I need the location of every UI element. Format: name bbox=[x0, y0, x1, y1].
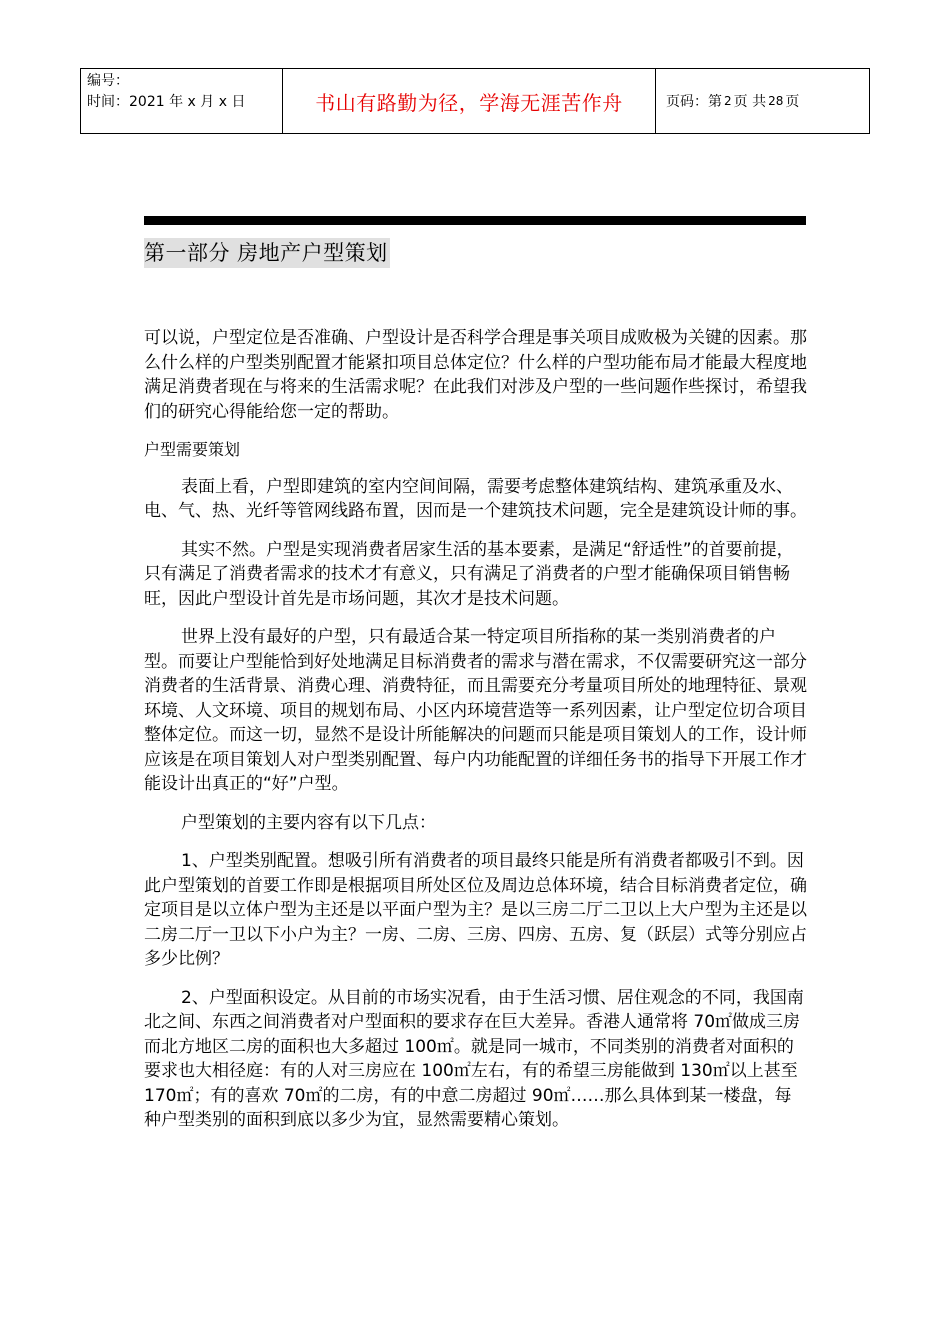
paragraph-2: 其实不然。户型是实现消费者居家生活的基本要素，是满足“舒适性”的首要前提，只有满足了消费者需求的技术才有意义，只有满足了消费者的户型才能确保项目销售畅旺，因此户型设计首先是市场问题，其次才是技术问题。 bbox=[144, 539, 794, 609]
page-middle: 页 共 bbox=[733, 94, 767, 110]
document-header bbox=[80, 68, 870, 134]
paragraph-4: 户型策划的主要内容有以下几点： bbox=[181, 812, 436, 833]
paragraph-5: 1、户型类别配置。想吸引所有消费者的项目最终只能是所有消费者都吸引不到。因此户型策划的首要工作即是根据项目所处区位及周边总体环境，结合目标消费者定位，确定项目是以立体户型为主还是以平面户型为主？是以三房二厅二卫以上大户型为主还是以二房二厅一卫以下小户为主？一房、二房、三房、四房、五房、复（跃层）式等分别应占多少比例？ bbox=[144, 851, 807, 969]
header-meta-cell bbox=[81, 69, 283, 133]
document-date-label: 时间：2021 年 x 月 x 日 bbox=[87, 94, 246, 110]
document-number-label: 编号： bbox=[87, 73, 129, 89]
intro-paragraph: 可以说，户型定位是否准确、户型设计是否科学合理是事关项目成败极为关键的因素。那么什么样的户型类别配置才能紧扣项目总体定位？什么样的户型功能布局才能最大程度地满足消费者现在与将来的生活需求呢？在此我们对涉及户型的一些问题作些探讨，希望我们的研究心得能给您一定的帮助。 bbox=[144, 328, 807, 422]
document-body bbox=[144, 326, 808, 1147]
page-total: 28 bbox=[768, 94, 784, 108]
paragraph-3: 世界上没有最好的户型，只有最适合某一特定项目所指称的某一类别消费者的户型。而要让户型能恰到好处地满足目标消费者的需求与潜在需求，不仅需要研究这一部分消费者的生活背景、消费心理、消费特征，而且需要充分考量项目所处的地理特征、景观环境、人文环境、项目的规划布局、小区内环境营造等一系列因素，让户型定位切合项目整体定位。而这一切，显然不是设计所能解决的问题而只能是项目策划人的工作，设计师应该是在项目策划人对户型类别配置、每户内功能配置的详细任务书的指导下开展工作才能设计出真正的“好”户型。 bbox=[144, 627, 807, 794]
paragraph-1: 表面上看，户型即建筑的室内空间间隔，需要考虑整体建筑结构、建筑承重及水、电、气、热、光纤等管网线路布置，因而是一个建筑技术问题，完全是建筑设计师的事。 bbox=[144, 476, 807, 521]
page-suffix: 页 bbox=[785, 94, 800, 110]
page-current: 2 bbox=[724, 94, 732, 108]
header-page-indicator bbox=[656, 69, 869, 133]
section-title: 第一部分 房地产户型策划 bbox=[144, 238, 390, 268]
subheading: 户型需要策划 bbox=[144, 440, 241, 459]
section-divider bbox=[144, 216, 806, 225]
page-prefix: 页码：第 bbox=[666, 94, 722, 110]
header-motto: 书山有路勤为径，学海无涯苦作舟 bbox=[283, 69, 656, 133]
paragraph-6: 2、户型面积设定。从目前的市场实况看，由于生活习惯、居住观念的不同，我国南北之间、东西之间消费者对户型面积的要求存在巨大差异。香港人通常将 70㎡做成三房而北方地区二房的面积也大多超过 100㎡。就是同一城市，不同类别的消费者对面积的要求也大相径庭：有的人对三房应在 100㎡左右，有的希望三房能做到 130㎡以上甚至 170㎡；有的喜欢 70㎡的二房，有的中意二房超过 90㎡……那么具体到某一楼盘，每种户型类别的面积到底以多少为宜，显然需要精心策划。 bbox=[144, 987, 804, 1130]
